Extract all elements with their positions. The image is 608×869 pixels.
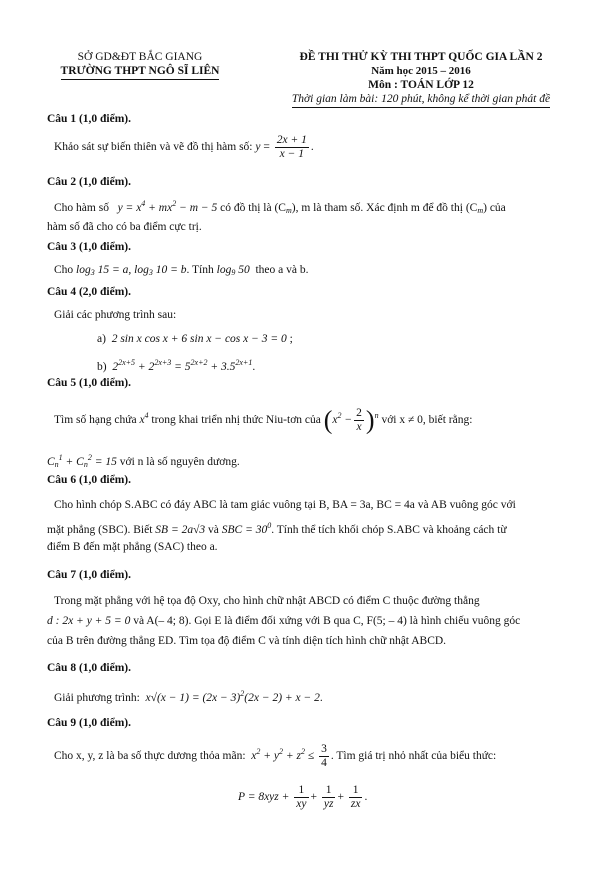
q7-label: Câu 7 (1,0 điểm). — [47, 569, 132, 581]
school-name: TRƯỜNG THPT NGÔ SĨ LIÊN — [40, 64, 240, 80]
q7-line1: Trong mặt phẳng với hệ tọa độ Oxy, cho hình chữ nhật ABCD có điểm C thuộc đường thẳng — [54, 595, 480, 607]
header-left — [40, 50, 240, 80]
q9-text: Cho x, y, z là ba số thực dương thỏa mãn: $x^2 + y^2 + z^2$ ≤ $\frac{3}{4}$ . Tìm giá trị nhỏ nhất của biểu thức: — [54, 743, 497, 769]
q7-line3: của B trên đường thẳng ED. Tìm tọa độ điểm C và tính diện tích hình chữ nhật ABCD. — [47, 635, 447, 647]
department-name: SỞ GD&ĐT BẮC GIANG — [77, 51, 203, 63]
q5-line2: $C_n^1 + C_n^2 = 15$ với n là số nguyên dương. — [47, 453, 240, 469]
q8-text: Giải phương trình: $x√(x - 1) = (2x - 3)^2(2x - 2) + x - 2$. — [54, 689, 323, 704]
q1-fraction: $\frac{2x + 1}{x - 1}$ — [276, 134, 307, 160]
q1-label: Câu 1 (1,0 điểm). — [47, 113, 132, 125]
q6-label: Câu 6 (1,0 điểm). — [47, 474, 132, 486]
q3-text: Cho $\log_3 15 = a$, $\log_3 10 = b$. Tính $\log_9 50$ theo a và b. — [54, 264, 309, 277]
q4-part-a: a) 2 sin x cos x + 6 sin x − cos x − 3 = 0 ; — [97, 333, 293, 345]
q4-label: Câu 4 (2,0 điểm). — [47, 286, 132, 298]
q2-line1: Cho hàm số $y = x^4 + mx^2 - m - 5$ có đồ thị là $(C_m)$, m là tham số. Xác định m để đồ thị $(C_m)$ của — [54, 199, 506, 215]
q2-line2: hàm số đã cho có ba điểm cực trị. — [47, 221, 202, 233]
q8-label: Câu 8 (1,0 điểm). — [47, 662, 132, 674]
q9-expression: P = 8xyz + $\frac{1}{xy}$ + $\frac{1}{yz}$ + $\frac{1}{zx}$ . — [238, 784, 368, 810]
q9-label: Câu 9 (1,0 điểm). — [47, 717, 132, 729]
q6-line3: điểm B đến mặt phẳng (SAC) theo a. — [47, 541, 218, 553]
q6-line1: Cho hình chóp S.ABC có đáy ABC là tam giác vuông tại B, BA = 3a, BC = 4a và AB vuông góc với — [54, 499, 516, 511]
exam-title: ĐỀ THI THỬ KỲ THI THPT QUỐC GIA LẦN 2 — [299, 51, 543, 63]
q5-label: Câu 5 (1,0 điểm). — [47, 377, 132, 389]
school-year: Năm học 2015 – 2016 — [371, 65, 471, 77]
q3-label: Câu 3 (1,0 điểm). — [47, 241, 132, 253]
header-right — [256, 50, 586, 108]
q7-line2: d : 2x + y + 5 = 0 và A(– 4; 8). Gọi E là điểm đối xứng với B qua C, F(5; – 4) là hình chiếu vuông góc — [47, 615, 521, 627]
q2-label: Câu 2 (1,0 điểm). — [47, 176, 132, 188]
q5-line1: Tìm số hạng chứa $x^4$ trong khai triển nhị thức Niu-tơn của ($x^2$ − $\frac{2}{x}$ )$^n$ với x ≠ 0, biết rằng: — [54, 405, 473, 435]
q1-text: Khảo sát sự biến thiên và vẽ đồ thị hàm số: y = $\frac{2x + 1}{x - 1}$ . — [54, 134, 314, 160]
q6-line2: mặt phẳng (SBC). Biết SB = 2a√3 và SBC = $30^0$. Tính thể tích khối chóp S.ABC và khoảng cách từ — [47, 521, 507, 536]
subject: Môn : TOÁN LỚP 12 — [368, 79, 474, 91]
time-limit: Thời gian làm bài: 120 phút, không kể thời gian phát đề — [256, 92, 586, 108]
q4-intro: Giải các phương trình sau: — [54, 309, 177, 321]
q4-part-b: b) $2^{2x+5} + 2^{2x+3} = 5^{2x+2} + 3.5^{2x+1}$. — [97, 358, 256, 373]
